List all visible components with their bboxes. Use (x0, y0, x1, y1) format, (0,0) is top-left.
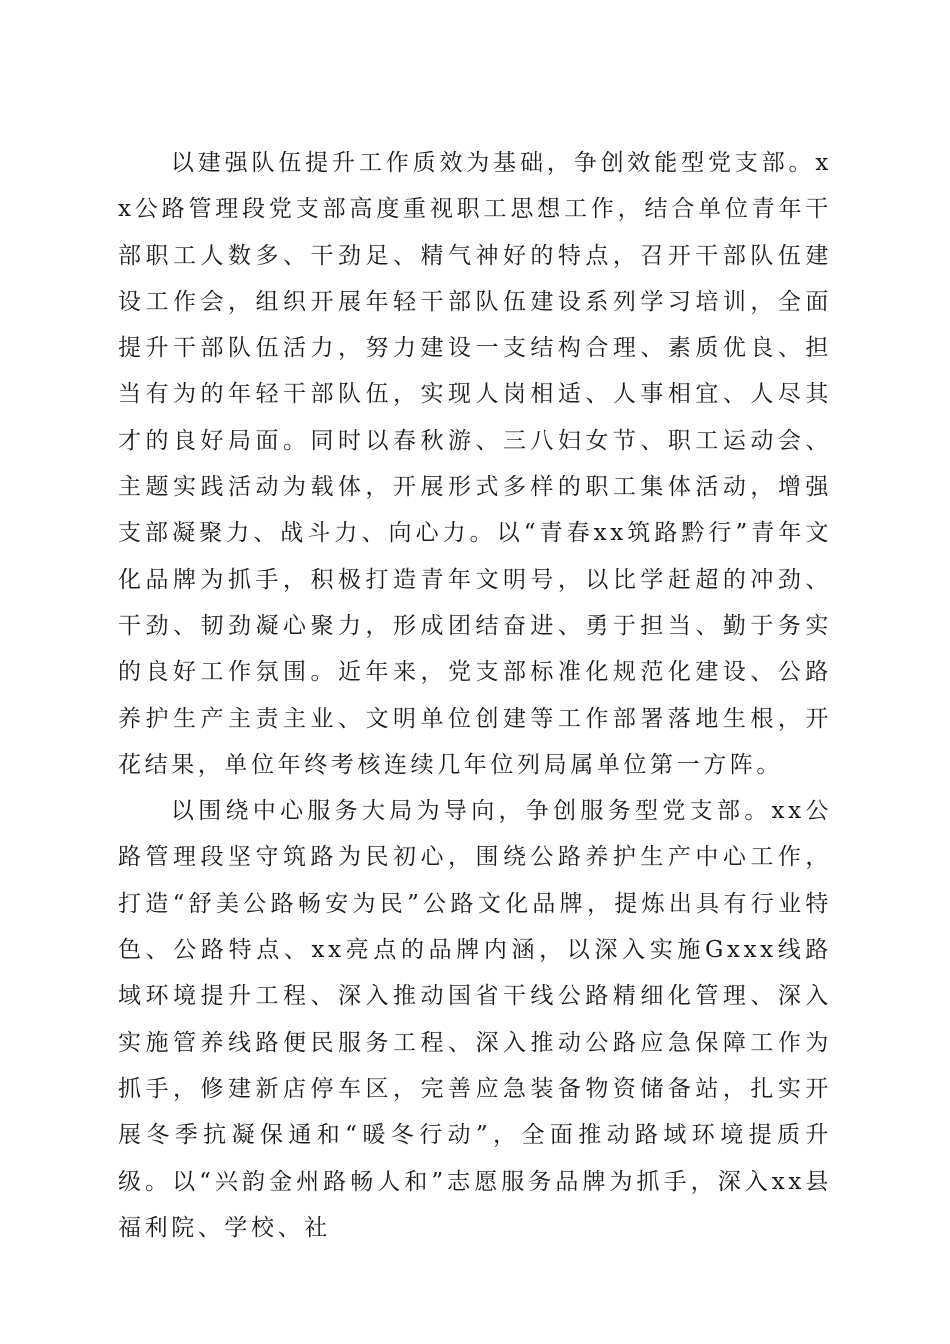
document-body (118, 140, 832, 1251)
paragraph-service-party-branch: 以围绕中心服务大局为导向，争创服务型党支部。xx公路管理段坚守筑路为民初心，围绕公路养护生产中心工作，打造“舒美公路畅安为民”公路文化品牌，提炼出具有行业特色、公路特点、xx亮点的品牌内涵，以深入实施Gxxx线路域环境提升工程、深入推动国省干线公路精细化管理、深入实施管养线路便民服务工程、深入推动公路应急保障工作为抓手，修建新店停车区，完善应急装备物资储备站，扎实开展冬季抗凝保通和“暖冬行动”，全面推动路域环境提质升级。以“兴韵金州路畅人和”志愿服务品牌为抓手，深入xx县福利院、学校、社 (118, 798, 832, 1241)
paragraph-efficiency-party-branch: 以建强队伍提升工作质效为基础，争创效能型党支部。xx公路管理段党支部高度重视职工思想工作，结合单位青年干部职工人数多、干劲足、精气神好的特点，召开干部队伍建设工作会，组织开展年轻干部队伍建设系列学习培训，全面提升干部队伍活力，努力建设一支结构合理、素质优良、担当有为的年轻干部队伍，实现人岗相适、人事相宜、人尽其才的良好局面。同时以春秋游、三八妇女节、职工运动会、主题实践活动为载体，开展形式多样的职工集体活动，增强支部凝聚力、战斗力、向心力。以“青春xx筑路黔行”青年文化品牌为抓手，积极打造青年文明号，以比学赶超的冲劲、干劲、韧劲凝心聚力，形成团结奋进、勇于担当、勤于务实的良好工作氛围。近年来，党支部标准化规范化建设、公路养护生产主责主业、文明单位创建等工作部署落地生根，开花结果，单位年终考核连续几年位列局属单位第一方阵。 (118, 150, 832, 778)
